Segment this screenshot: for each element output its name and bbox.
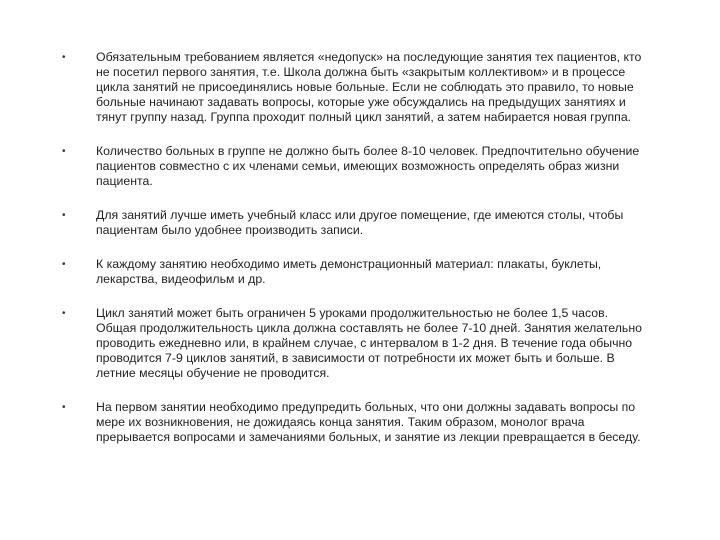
bullet-text: Для занятий лучше иметь учебный класс или другое помещение, где имеются столы, чтобы пациентам было удобнее производить записи. <box>96 208 624 237</box>
bullet-list <box>60 50 650 445</box>
bullet-item <box>60 400 650 445</box>
bullet-icon: • <box>62 259 66 270</box>
bullet-icon: • <box>62 52 66 63</box>
bullet-text: Количество больных в группе не должно быть более 8-10 человек. Предпочтительно обучение пациентов совместно с их членами семьи, имеющих возможность определять образ жизни пациента. <box>96 144 640 188</box>
bullet-icon: • <box>62 402 66 413</box>
bullet-item <box>60 306 650 381</box>
bullet-icon: • <box>62 146 66 157</box>
bullet-item <box>60 208 650 238</box>
bullet-text: К каждому занятию необходимо иметь демонстрационный материал: плакаты, буклеты, лекарства, видеофильм и др. <box>96 257 602 286</box>
bullet-icon: • <box>62 210 66 221</box>
bullet-item <box>60 50 650 125</box>
bullet-text: Цикл занятий может быть ограничен 5 уроками продолжительностью не более 1,5 часов. Общая продолжительность цикла должна составлять не более 7-10 дней. Занятия желательно проводить ежедневно или, в крайнем случае, с интервалом в 1-2 дня. В течение года обычно проводится 7-9 циклов занятий, в зависимости от потребности их может быть и больше. В летние месяцы обучение не проводится. <box>96 306 642 380</box>
bullet-text: Обязательным требованием является «недопуск» на последующие занятия тех пациентов, кто не посетил первого занятия, т.е. Школа должна быть «закрытым коллективом» и в процессе цикла занятий не присоединялись новые больные. Если не соблюдать это правило, то новые больные начинают задавать вопросы, которые уже обсуждались на предыдущих занятиях и тянут группу назад. Группа проходит полный цикл занятий, а затем набирается новая группа. <box>96 50 642 124</box>
bullet-icon: • <box>62 308 66 319</box>
bullet-item <box>60 257 650 287</box>
bullet-item <box>60 144 650 189</box>
bullet-text: На первом занятии необходимо предупредить больных, что они должны задавать вопросы по мере их возникновения, не дожидаясь конца занятия. Таким образом, монолог врача прерывается вопросами и замечаниями больных, и занятие из лекции превращается в беседу. <box>96 400 641 444</box>
